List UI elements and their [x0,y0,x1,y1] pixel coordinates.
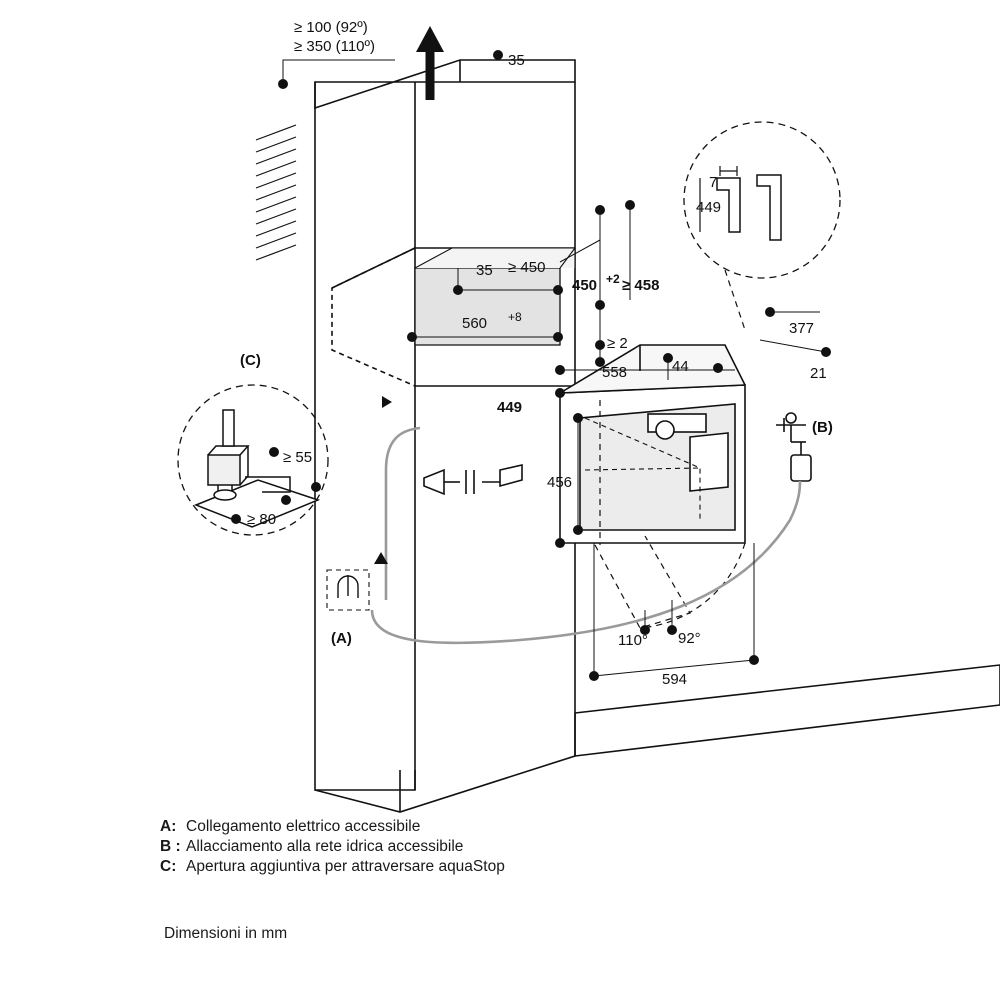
angle-110: 110° [618,632,648,649]
dim-niche-width-min: ≥ 450 [508,259,546,276]
dim-appliance-height: 449 [497,399,523,416]
floor-line [575,665,1000,756]
units-note: Dimensioni in mm [164,925,288,942]
dim-cable-min-80: ≥ 80 [247,511,277,528]
dim-niche-height: 450 [572,277,598,294]
dim-detail-edge: 21 [810,365,827,382]
niche-shaded-area [415,248,575,345]
legend-item [160,838,860,856]
legend-text-b: Allacciamento alla rete idrica accessibile [186,838,464,855]
legend-key-a: A: [160,818,177,835]
legend-key-b: B : [160,838,181,855]
ventilation-hatching [256,125,296,260]
dim-niche-height-sup: +2 [606,272,620,286]
dim-top-depth: 35 [508,52,525,69]
legend-text-a: Collegamento elettrico accessibile [186,818,421,835]
legend-item [160,818,860,836]
marker-a: (A) [331,630,352,647]
dim-detail-depth: 377 [789,320,815,337]
dim-top-clearance-2: ≥ 350 (110º) [294,38,375,55]
water-connection-symbol [776,413,833,481]
dim-appliance-width: 558 [602,364,628,381]
dim-front-overhang: 44 [672,358,689,375]
dim-top-clearance-1: ≥ 100 (92º) [294,19,368,36]
dim-cable-min-55: ≥ 55 [283,449,313,466]
legend-key-c: C: [160,858,177,875]
legend [160,818,860,878]
dim-body-height: 456 [547,474,573,491]
dimension-dots [231,50,831,681]
marker-c: (C) [240,352,261,369]
electrical-connection-symbol [327,570,369,647]
dim-detail-thickness: 7 [709,174,718,191]
dim-niche-offset: 35 [476,262,493,279]
cabinet-outline [315,60,575,812]
dim-gap-min: ≥ 2 [607,335,628,352]
dim-niche-depth-sup: +8 [508,310,522,324]
dim-detail-height: 449 [696,199,722,216]
angle-92: 92° [678,630,701,647]
airflow-arrow-icon [416,26,444,100]
detail-bubble-top-right [684,122,840,330]
dim-total-width: 594 [662,671,688,688]
power-plug-icon [424,465,522,494]
appliance-outline [560,345,745,543]
dim-niche-depth: 560 [462,315,488,332]
flow-triangles [374,396,392,564]
marker-b: (B) [812,419,833,436]
detail-bubble-c [178,352,328,535]
dim-niche-height-min: ≥ 458 [622,277,660,294]
legend-text-c: Apertura aggiuntiva per attraversare aquaStop [186,858,505,875]
legend-item [160,858,860,876]
